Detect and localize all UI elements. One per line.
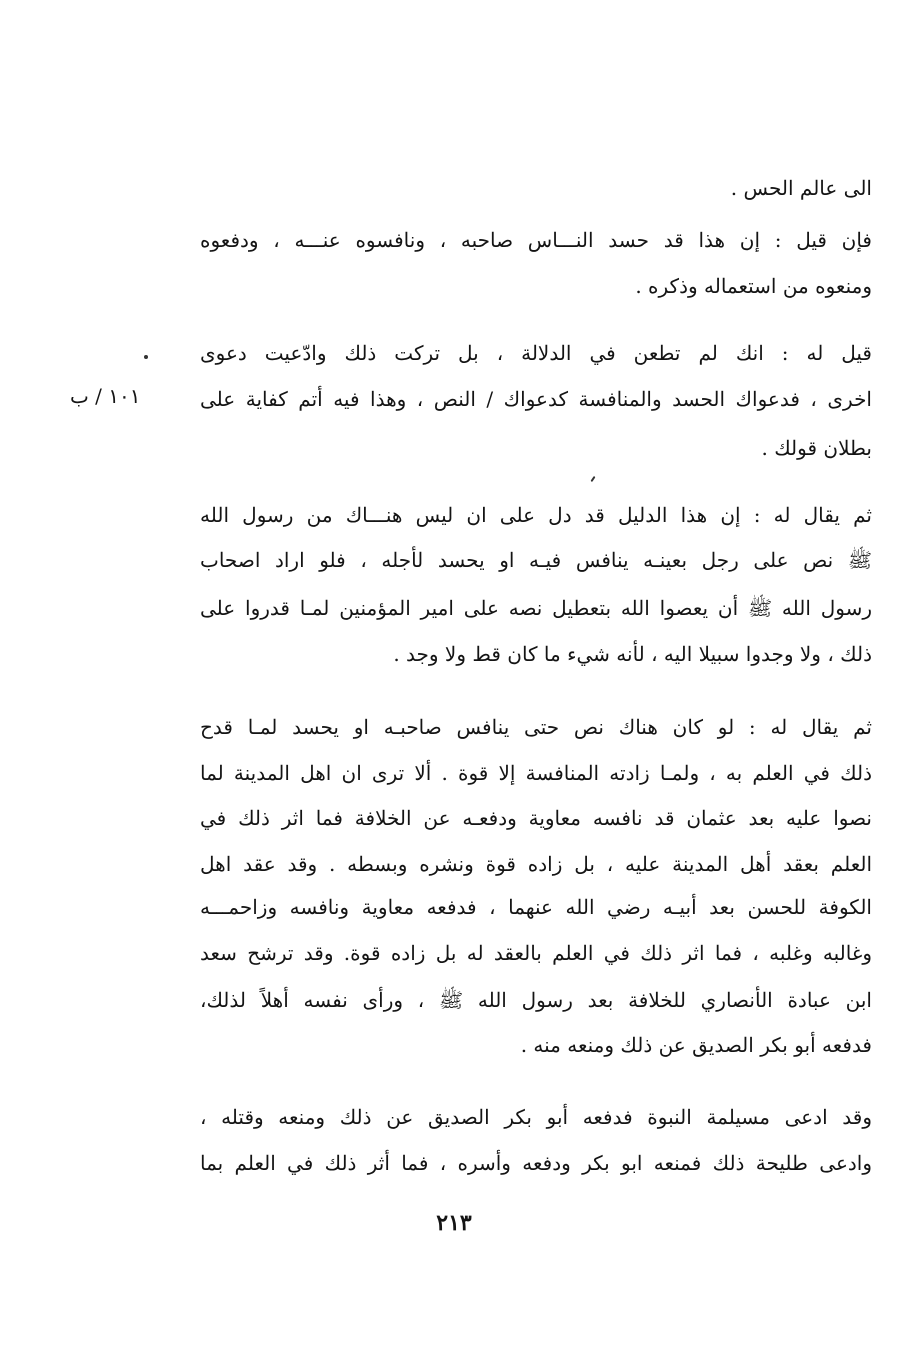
text-line: ثم يقال له : لو كان هناك نص حتى ينافس صاحبـه او يحسد لمـا قدح bbox=[200, 715, 872, 739]
text-line: وقد ادعى مسيلمة النبوة فدفعه أبو بكر الصديق عن ذلك ومنعه وقتله ، bbox=[200, 1105, 872, 1129]
text-line: فدفعه أبو بكر الصديق عن ذلك ومنعه منه . bbox=[520, 1033, 872, 1057]
text-line: ثم يقال له : إن هذا الدليل قد دل على ان ليس هنـــاك من رسول الله bbox=[200, 503, 872, 527]
text-line: العلم بعقد أهل المدينة عليه ، بل زاده قوة ونشره وبسطه . وقد عقد اهل bbox=[200, 852, 872, 876]
page-number: ٢١٣ bbox=[436, 1210, 472, 1236]
text-line: الى عالم الحس . bbox=[730, 176, 872, 200]
text-line: ﷺ نص على رجل بعينـه ينافس فيـه او يحسد لأجله ، فلو اراد اصحاب bbox=[200, 548, 872, 572]
text-line: وادعى طليحة ذلك فمنعه ابو بكر ودفعه وأسره ، فما أثر ذلك في العلم بما bbox=[200, 1151, 872, 1175]
text-line: اخرى ، فدعواك الحسد والمنافسة كدعواك / النص ، وهذا فيه أتم كفاية على bbox=[200, 387, 872, 411]
scan-speck bbox=[144, 355, 148, 359]
text-line: وغالبه وغلبه ، فما اثر ذلك في العلم بالعقد له بل زاده قوة. وقد ترشح سعد bbox=[200, 941, 872, 965]
text-line: ذلك ، ولا وجدوا سبيلا اليه ، لأنه شيء ما كان قط ولا وجد . bbox=[393, 642, 872, 666]
scan-speck bbox=[590, 476, 595, 482]
text-line: قيل له : انك لم تطعن في الدلالة ، بل تركت ذلك وادّعيت دعوى bbox=[200, 341, 872, 365]
text-line: بطلان قولك . bbox=[761, 436, 872, 460]
text-line: ذلك في العلم به ، ولمـا زادته المنافسة إلا قوة . ألا ترى ان اهل المدينة لما bbox=[200, 761, 872, 785]
text-line: ومنعوه من استعماله وذكره . bbox=[635, 274, 872, 298]
text-line: نصوا عليه بعد عثمان قد نافسه معاوية ودفعـه عن الخلافة فما اثر ذلك في bbox=[200, 806, 872, 830]
margin-folio-note: ١٠١ / ب bbox=[70, 384, 141, 408]
text-line: الكوفة للحسن بعد أبيـه رضي الله عنهما ، فدفعه معاوية ونافسه وزاحمـــه bbox=[200, 895, 872, 919]
text-line: فإن قيل : إن هذا قد حسد النـــاس صاحبه ، ونافسوه عنـــه ، ودفعوه bbox=[200, 228, 872, 252]
text-line: ابن عبادة الأنصاري للخلافة بعد رسول الله ﷺ ، ورأى نفسه أهلاً لذلك، bbox=[200, 988, 872, 1012]
text-line: رسول الله ﷺ أن يعصوا الله بتعطيل نصه على امير المؤمنين لمـا قدروا على bbox=[200, 596, 872, 620]
